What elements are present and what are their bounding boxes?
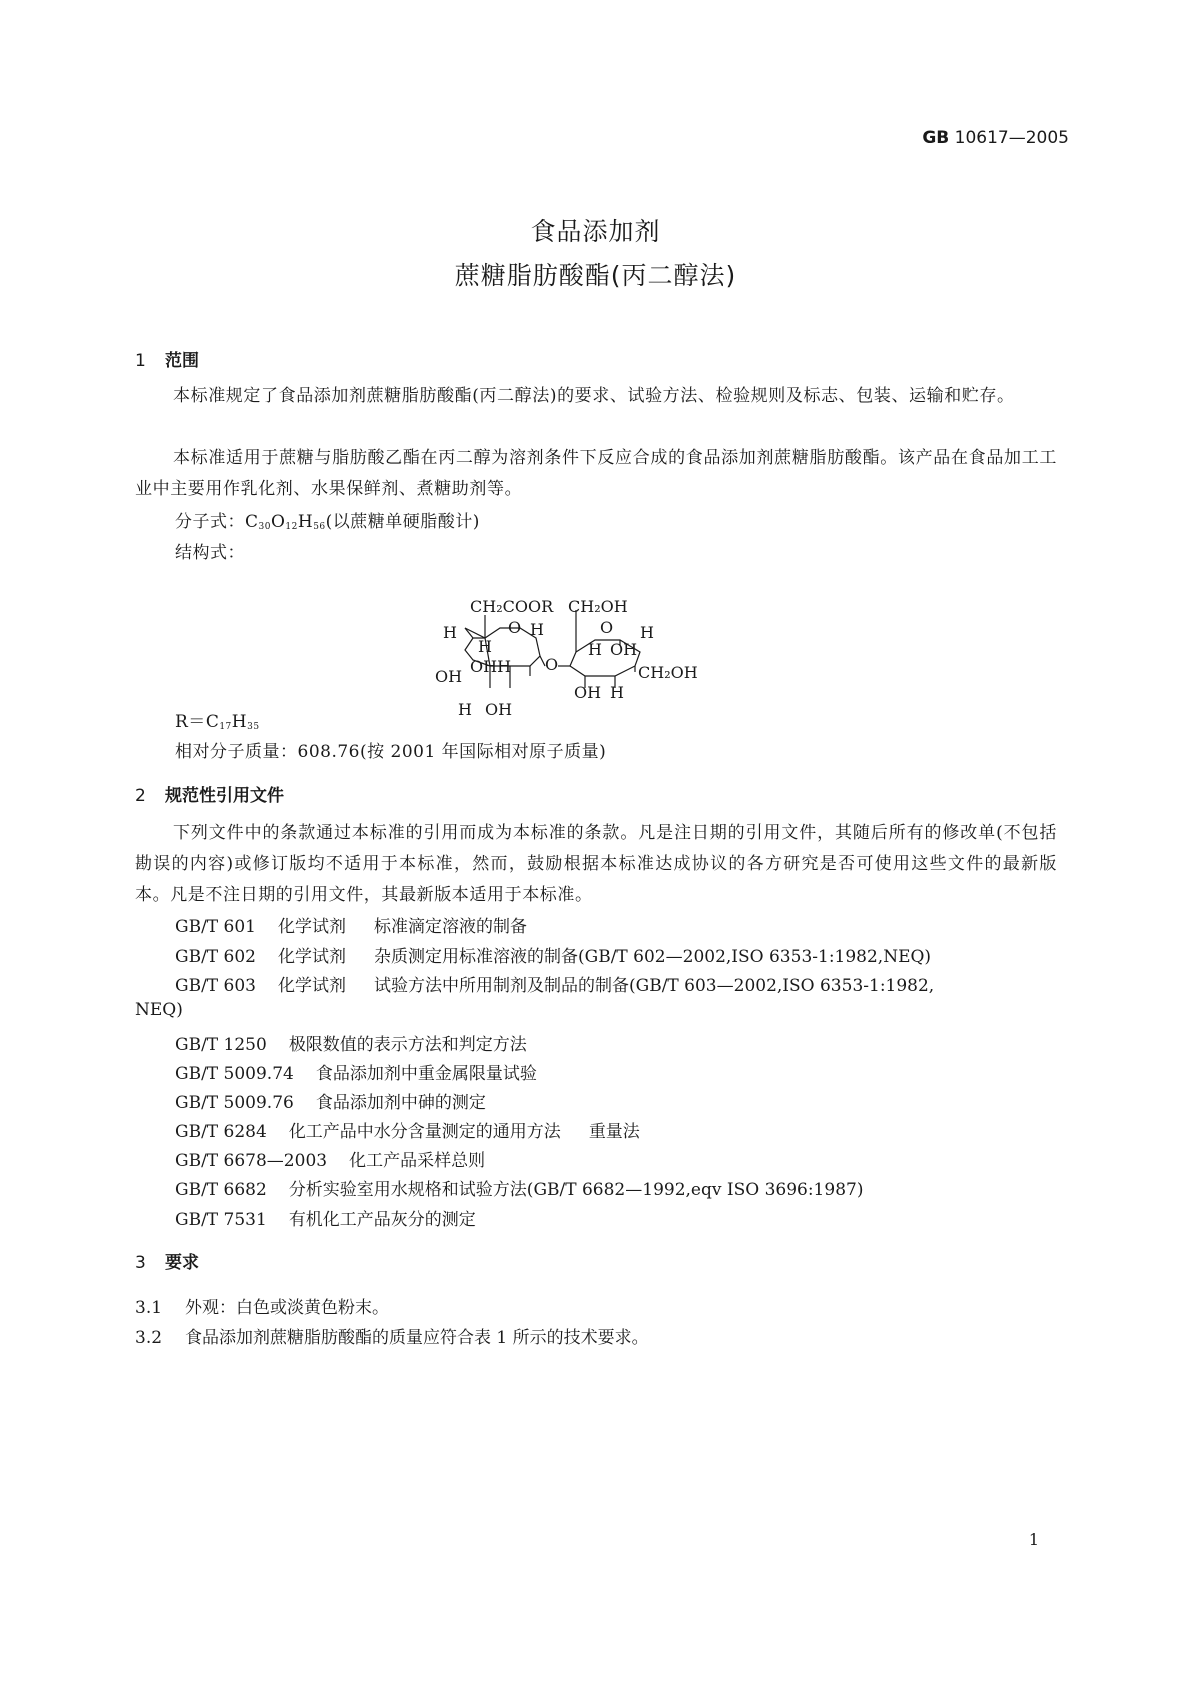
reference-item — [175, 942, 931, 967]
reference-title: 分析实验室用水规格和试验方法(GB/T 6682—1992,eqv ISO 3696:1987) — [288, 1180, 864, 1200]
reference-item — [175, 1059, 537, 1084]
reference-item — [175, 912, 527, 937]
r-group-definition: $R=C_{17}H_{35}$ — [175, 712, 260, 732]
clause-3-1 — [135, 1293, 389, 1318]
struct-h-2: H — [530, 620, 544, 639]
struct-ohh: OHH — [470, 657, 512, 676]
reference-title: 极限数值的表示方法和判定方法 — [288, 1035, 527, 1055]
section-3-number: 3 — [135, 1253, 146, 1273]
formula-note: (以蔗糖单硬脂酸计) — [325, 512, 480, 532]
reference-title: 重量法 — [588, 1122, 640, 1142]
reference-code: GB/T 5009.76 — [175, 1093, 294, 1113]
section-3-title: 要求 — [165, 1253, 199, 1273]
reference-code: GB/T 6284 — [175, 1122, 267, 1142]
reference-title: 标准滴定溶液的制备 — [374, 917, 527, 937]
reference-continuation-text: NEQ) — [135, 1000, 183, 1020]
reference-category: 化工产品中水分含量测定的通用方法 — [288, 1122, 561, 1142]
section-3-heading — [135, 1248, 199, 1273]
reference-item — [175, 971, 934, 996]
section-2-paragraph: 下列文件中的条款通过本标准的引用而成为本标准的条款。凡是注日期的引用文件，其随后所有的修改单(不包括勘误的内容)或修订版均不适用于本标准，然而，鼓励根据本标准达成协议的各方研究是否可使用这些文件的最新版本。凡是不注日期的引用文件，其最新版本适用于本标准。 — [135, 823, 1057, 905]
struct-h-4: H — [478, 637, 492, 656]
reference-category: 化学试剂 — [278, 917, 346, 937]
section-1-heading — [135, 346, 199, 371]
reference-code: GB/T 603 — [175, 976, 256, 996]
reference-category: 化学试剂 — [278, 976, 346, 996]
struct-h-7: H — [458, 700, 472, 719]
struct-h-3: H — [640, 623, 654, 642]
struct-ring-o-left: O — [508, 618, 522, 637]
reference-item — [175, 1030, 527, 1055]
section-2-number: 2 — [135, 786, 146, 806]
struct-oh-3: OH — [574, 683, 602, 702]
struct-oh-2: OH — [435, 667, 463, 686]
standard-prefix: GB — [922, 128, 950, 148]
struct-h-5: H — [588, 640, 602, 659]
reference-item — [175, 1117, 640, 1142]
clause-text: 食品添加剂蔗糖脂肪酸酯的质量应符合表 1 所示的技术要求。 — [185, 1328, 649, 1348]
reference-title: 食品添加剂中重金属限量试验 — [315, 1064, 537, 1084]
struct-ch2oh-top: CH₂OH — [568, 597, 628, 616]
reference-category: 化学试剂 — [278, 947, 346, 967]
structural-formula-diagram — [435, 597, 720, 730]
reference-continuation — [135, 1000, 183, 1020]
standard-code — [922, 128, 1069, 148]
reference-item — [175, 1205, 476, 1230]
clause-text: 外观：白色或淡黄色粉末。 — [185, 1298, 389, 1318]
structure-label: 结构式： — [175, 543, 245, 563]
reference-code: GB/T 601 — [175, 917, 256, 937]
reference-code: GB/T 5009.74 — [175, 1064, 294, 1084]
clause-number: 3.1 — [135, 1298, 163, 1318]
clause-3-2 — [135, 1323, 649, 1348]
reference-title: 食品添加剂中砷的测定 — [315, 1093, 486, 1113]
reference-title: 化工产品采样总则 — [349, 1151, 486, 1171]
reference-code: GB/T 6678—2003 — [175, 1151, 328, 1171]
formula-label: 分子式： — [175, 512, 245, 532]
reference-item — [175, 1088, 486, 1113]
reference-title: 杂质测定用标准溶液的制备(GB/T 602—2002,ISO 6353-1:1982,NEQ) — [374, 947, 932, 967]
struct-ch2coor: CH₂COOR — [470, 597, 554, 616]
reference-code: GB/T 602 — [175, 947, 256, 967]
page-number: 1 — [1028, 1530, 1039, 1549]
struct-h-6: H — [610, 683, 624, 702]
clause-number: 3.2 — [135, 1328, 163, 1348]
struct-ring-o-right: O — [600, 618, 614, 637]
reference-code: GB/T 7531 — [175, 1210, 267, 1230]
title-line-1: 食品添加剂 — [530, 217, 661, 246]
reference-code: GB/T 1250 — [175, 1035, 267, 1055]
section-1-paragraph-1: 本标准规定了食品添加剂蔗糖脂肪酸酯(丙二醇法)的要求、试验方法、检验规则及标志、包装、运输和贮存。 — [173, 386, 1015, 406]
section-2-heading — [135, 781, 284, 806]
r-label: R＝ — [175, 712, 206, 732]
section-1-paragraph-2: 本标准适用于蔗糖与脂肪酸乙酯在丙二醇为溶剂条件下反应合成的食品添加剂蔗糖脂肪酸酯。该产品在食品加工工业中主要用作乳化剂、水果保鲜剂、煮糖助剂等。 — [135, 448, 1057, 499]
struct-ch2oh-right: CH₂OH — [638, 663, 698, 682]
section-1-number: 1 — [135, 351, 146, 371]
relative-molecular-mass: 相对分子质量：608.76(按 2001 年国际相对原子质量) — [175, 742, 607, 762]
standard-number: 10617—2005 — [954, 128, 1069, 148]
struct-oh-1: OH — [610, 640, 638, 659]
struct-bridge-o: O — [545, 655, 559, 674]
section-1-title: 范围 — [165, 351, 199, 371]
reference-code: GB/T 6682 — [175, 1180, 267, 1200]
reference-title: 有机化工产品灰分的测定 — [288, 1210, 476, 1230]
struct-oh-4: OH — [485, 700, 513, 719]
struct-h-1: H — [443, 623, 457, 642]
reference-item — [175, 1146, 485, 1171]
section-2-title: 规范性引用文件 — [165, 786, 284, 806]
molecular-formula: 分子式：$C_{30}O_{12}H_{56}$(以蔗糖单硬脂酸计) — [175, 512, 480, 532]
title-line-2: 蔗糖脂肪酸酯(丙二醇法) — [454, 261, 737, 290]
reference-item — [175, 1175, 863, 1200]
reference-title: 试验方法中所用制剂及制品的制备(GB/T 603—2002,ISO 6353-1:1982, — [374, 976, 935, 996]
